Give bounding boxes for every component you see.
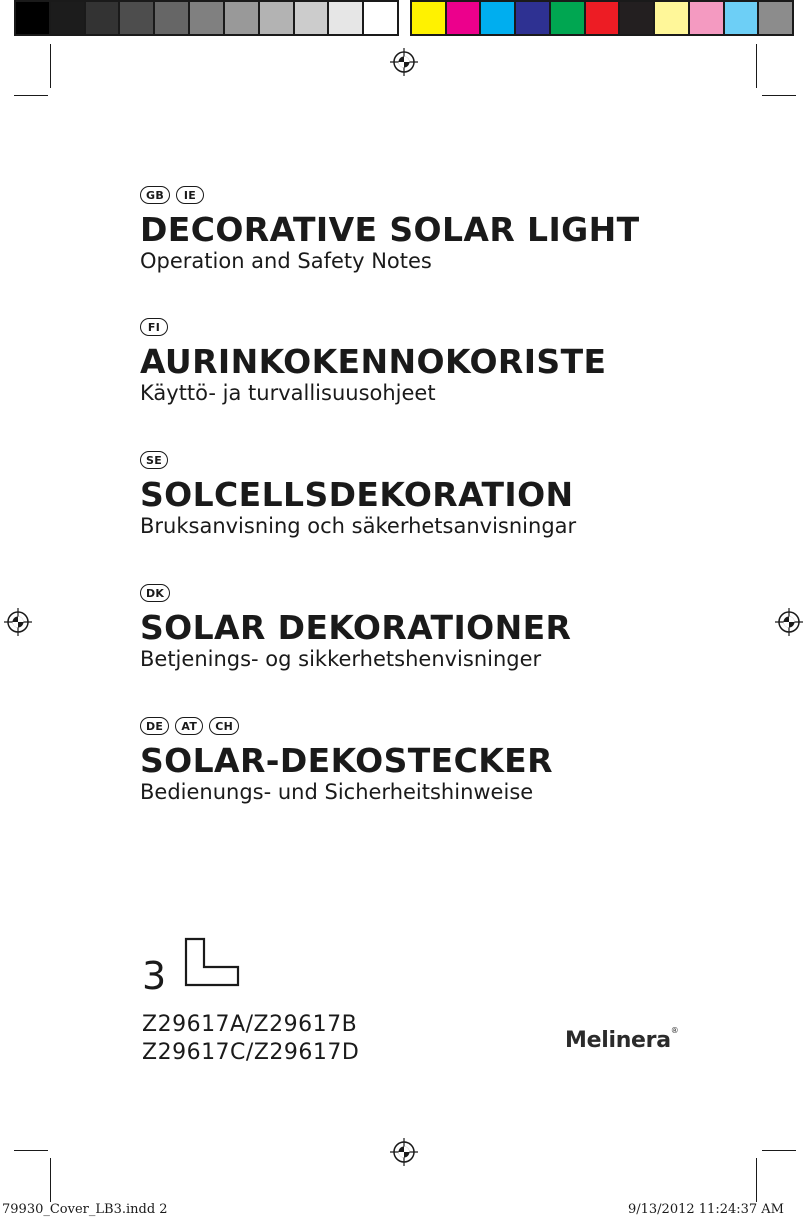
- color-swatch: [86, 2, 121, 34]
- color-swatch: [225, 2, 260, 34]
- color-swatch: [447, 2, 482, 34]
- color-swatch: [759, 2, 792, 34]
- color-swatch: [620, 2, 655, 34]
- brand-logo: [565, 1028, 678, 1053]
- country-badges: [140, 451, 576, 471]
- manual-subtitle: Bruksanvisning och säkerhetsanvisningar: [140, 514, 577, 538]
- country-badge: AT: [175, 717, 203, 735]
- slug-timestamp: 9/13/2012 11:24:37 AM: [627, 1202, 784, 1217]
- package-count: 3: [142, 954, 167, 998]
- color-swatch: [120, 2, 155, 34]
- color-swatch: [51, 2, 86, 34]
- color-swatch: [412, 2, 447, 34]
- slug-filename: 79930_Cover_LB3.indd 2: [2, 1202, 168, 1217]
- model-numbers-line: Z29617A/Z29617B: [142, 1012, 358, 1037]
- product-title: AURINKOKENNOKORISTE: [140, 342, 607, 381]
- registration-mark-icon: [390, 48, 418, 76]
- registration-mark-icon: [390, 1138, 418, 1166]
- color-swatch: [516, 2, 551, 34]
- country-badge: DE: [140, 717, 169, 735]
- manual-subtitle: Käyttö- ja turvallisuusohjeet: [140, 381, 436, 405]
- language-section-gb-ie: [140, 186, 640, 274]
- country-badge: FI: [140, 318, 168, 336]
- country-badges: [140, 584, 571, 604]
- color-swatch: [16, 2, 51, 34]
- crop-mark: [14, 95, 48, 96]
- color-swatch: [329, 2, 364, 34]
- country-badges: [140, 318, 606, 338]
- product-title: SOLAR DEKORATIONER: [140, 608, 572, 647]
- process-color-bar: [410, 0, 794, 36]
- color-swatch: [295, 2, 330, 34]
- crop-mark: [14, 1150, 48, 1151]
- registration-mark-icon: [4, 608, 32, 636]
- color-swatch: [690, 2, 725, 34]
- country-badge: GB: [140, 186, 170, 204]
- product-title: SOLAR-DEKOSTECKER: [140, 741, 553, 780]
- crop-mark: [762, 1150, 796, 1151]
- crop-mark: [756, 44, 757, 88]
- country-badges: [140, 717, 553, 737]
- color-swatch: [481, 2, 516, 34]
- grayscale-color-bar: [14, 0, 399, 36]
- crop-mark: [762, 95, 796, 96]
- manual-subtitle: Operation and Safety Notes: [140, 249, 432, 273]
- product-title: DECORATIVE SOLAR LIGHT: [140, 210, 640, 249]
- country-badge: IE: [176, 186, 204, 204]
- country-badges: [140, 186, 640, 206]
- manual-subtitle: Betjenings- og sikkerhetshenvisninger: [140, 647, 542, 671]
- l-shape-icon: [184, 937, 240, 987]
- crop-mark: [756, 1158, 757, 1202]
- brand-name: Melinera: [565, 1028, 671, 1053]
- registration-mark-icon: [775, 608, 803, 636]
- country-badge: DK: [140, 584, 170, 602]
- country-badge: SE: [140, 451, 168, 469]
- language-section-dk: [140, 584, 571, 672]
- product-title: SOLCELLSDEKORATION: [140, 475, 574, 514]
- language-section-fi: [140, 318, 606, 406]
- crop-mark: [50, 1158, 51, 1202]
- color-swatch: [190, 2, 225, 34]
- manual-subtitle: Bedienungs- und Sicherheitshinweise: [140, 780, 534, 804]
- model-numbers-line: Z29617C/Z29617D: [142, 1040, 360, 1065]
- crop-mark: [50, 44, 51, 88]
- country-badge: CH: [209, 717, 239, 735]
- color-swatch: [586, 2, 621, 34]
- color-swatch: [364, 2, 397, 34]
- registered-mark: ®: [670, 1026, 679, 1035]
- language-section-se: [140, 451, 576, 539]
- color-swatch: [725, 2, 760, 34]
- language-section-de-at-ch: [140, 717, 553, 805]
- color-swatch: [155, 2, 190, 34]
- color-swatch: [655, 2, 690, 34]
- color-swatch: [260, 2, 295, 34]
- color-swatch: [551, 2, 586, 34]
